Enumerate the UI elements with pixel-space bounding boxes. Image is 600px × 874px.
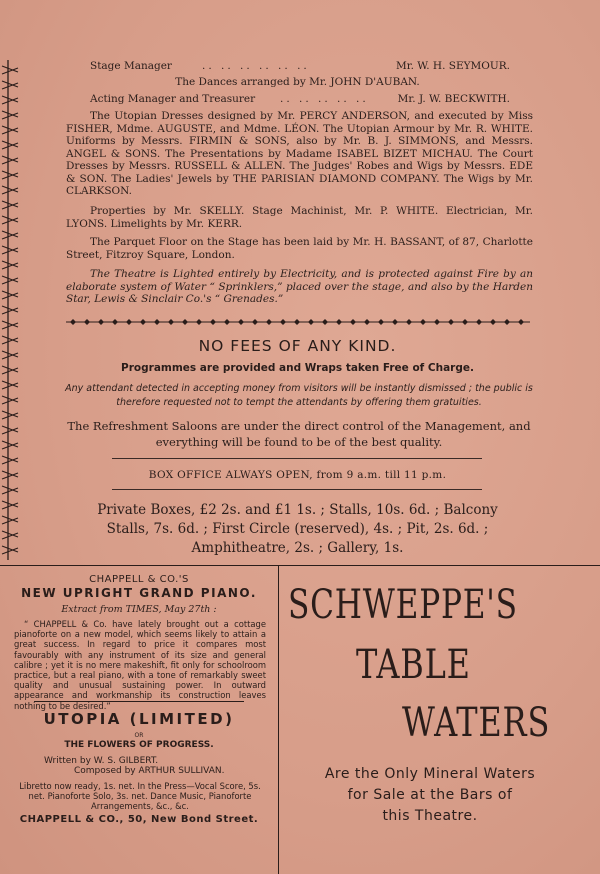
box-office-notice: BOX OFFICE ALWAYS OPEN, from 9 a.m. till 11 p.m. (148, 469, 447, 481)
seat-prices (60, 501, 535, 558)
leader-dots: .. .. .. .. .. (280, 93, 369, 105)
credit-role: Acting Manager and Treasurer (90, 93, 256, 105)
refreshment-notice: The Refreshment Saloons are under the direct control of the Management, and everything will be found to be of the best quality. (67, 419, 531, 449)
price-line: Private Boxes, £2 2s. and £1 1s. ; Stalls, 10s. 6d. ; Balcony (97, 502, 498, 518)
programmes-notice: Programmes are provided and Wraps taken Free of Charge. (121, 362, 474, 374)
binding-stitch-edge (0, 60, 22, 560)
brand-line-table: TABLE (356, 642, 471, 688)
parquet-paragraph: The Parquet Floor on the Stage has been laid by Mr. H. BASSANT, of 87, Charlotte Street, Fitzroy Square, London. (66, 236, 533, 261)
no-fees-heading: NO FEES OF ANY KIND. (198, 337, 397, 355)
opera-writer: Written by W. S. GILBERT. (44, 756, 159, 766)
properties-paragraph: Properties by Mr. SKELLY. Stage Machinist, Mr. P. WHITE. Electrician, Mr. LYONS. Limelights by Mr. KERR. (66, 205, 533, 230)
ad-quote: “ CHAPPELL & Co. have lately brought out a cottage pianoforte on a new model, which seems likely to attain a great success. In regard to price it compares most favourably with any instrument of its size and general calibre ; yet it is no mere makeshift, fit only for schoolroom practice, but a real piano, with a tone of remarkably sweet quality and unusual sustaining power. In outward appearance and workmanship its construction leaves nothing to be desired.” (14, 619, 266, 711)
ad-divider (34, 701, 244, 702)
lighting-paragraph: The Theatre is Lighted entirely by Electricity, and is protected against Fire by an elaborate system of Water “ Sprinklers,” placed over the stage, and also by the Harden Star, Lewis & Sinclair Co.'s “ Grenades.” (66, 268, 533, 305)
credit-role: Stage Manager (90, 60, 172, 72)
opera-title: UTOPIA (LIMITED) (43, 710, 235, 728)
price-line: Stalls, 7s. 6d. ; First Circle (reserved), 4s. ; Pit, 2s. 6d. ; (106, 521, 489, 537)
ornamental-divider (66, 316, 530, 328)
tagline-line: this Theatre. (382, 808, 478, 824)
publisher-address: CHAPPELL & CO., 50, New Bond Street. (19, 814, 259, 825)
tagline-line: Are the Only Mineral Waters (324, 766, 536, 782)
price-line: Amphitheatre, 2s. ; Gallery, 1s. (191, 540, 404, 556)
opera-subtitle: THE FLOWERS OF PROGRESS. (64, 740, 214, 750)
divider-rule (112, 458, 482, 459)
attendant-notice: Any attendant detected in accepting money from visitors will be instantly dismissed ; the public is therefore requested not to tempt the attendants by offering them gratuities. (65, 383, 533, 408)
libretto-info: Libretto now ready, 1s. net. In the Press—Vocal Score, 5s. net. Pianoforte Solo, 3s. net. Dance Music, Pianoforte Arrangements, &c., &c. (19, 781, 261, 811)
credit-person: Mr. J. W. BECKWITH. (397, 93, 510, 105)
dresses-paragraph: The Utopian Dresses designed by Mr. PERCY ANDERSON, and executed by Miss FISHER, Mdme. AUGUSTE, and Mdme. LÉON. The Utopian Armour by Mr. R. WHITE. Uniforms by Messrs. FIRMIN & SONS, also by Mr. B. J. SIMMONS, and Messrs. ANGEL & SONS. The Presentations by Madame ISABEL BIZET MICHAU. The Court Dresses by Messrs. RUSSELL & ALLEN. The Judges' Robes and Wigs by Messrs. EDE & SON. The Ladies' Jewels by THE PARISIAN DIAMOND COMPANY. The Wigs by Mr. CLARKSON. (66, 110, 533, 197)
section-border (0, 565, 600, 566)
credit-acting-manager (90, 92, 510, 106)
tagline-line: for Sale at the Bars of (347, 787, 513, 803)
credit-stage-manager (90, 59, 510, 73)
opera-composer: Composed by ARTHUR SULLIVAN. (74, 766, 225, 776)
credit-person: Mr. W. H. SEYMOUR. (396, 60, 510, 72)
ad-company: CHAPPELL & CO.'S (89, 574, 189, 585)
divider-rule (112, 489, 482, 490)
brand-line-waters: WATERS (402, 700, 551, 746)
column-border (278, 566, 279, 874)
opera-or: OR (134, 732, 144, 739)
ad-extract-source: Extract from TIMES, May 27th : (61, 604, 217, 615)
brand-name: SCHWEPPE'S (288, 582, 518, 628)
leader-dots: .. .. .. .. .. .. (202, 60, 310, 72)
ad-product: NEW UPRIGHT GRAND PIANO. (21, 586, 257, 600)
dances-credit: The Dances arranged by Mr. JOHN D'AUBAN. (175, 76, 420, 88)
